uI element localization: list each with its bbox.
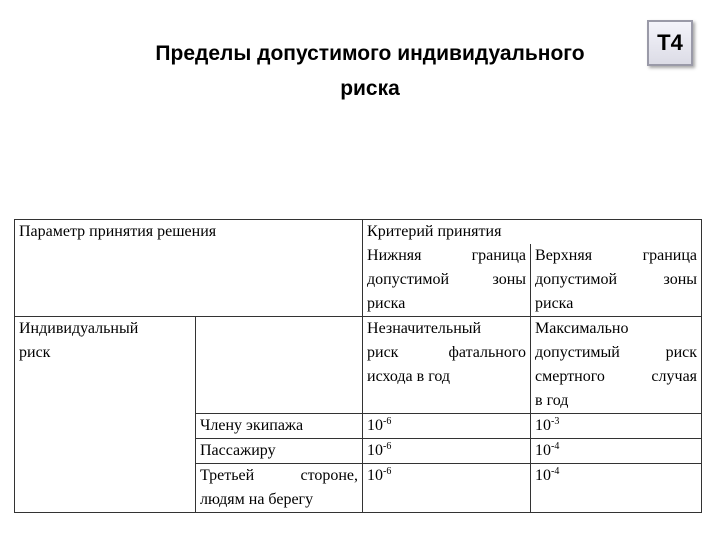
value-base: 10 [367,467,384,484]
slide-title [110,36,630,106]
value-base: 10 [367,417,384,434]
value-base: 10 [535,417,552,434]
insignificant-line-3: исхода в год [367,368,451,385]
value-base: 10 [535,467,552,484]
value-base: 10 [367,442,384,459]
max-allowed-risk-cell [531,317,702,414]
criteria-row [15,317,702,414]
empty-cell [196,317,363,414]
value-base: 10 [535,442,552,459]
row-label-passenger: Пассажиру [196,439,363,464]
third-party-line-2: людям на берегу [200,491,314,508]
value-exponent: -6 [383,416,392,427]
value-exponent: -6 [383,441,392,452]
insignificant-risk-cell [363,317,531,414]
max-allowed-line-3: смертного случая [535,368,698,385]
upper-bound-line-2: допустимой зоны [535,271,698,288]
upper-bound-line-1: Верхняя граница [535,247,698,264]
risk-table [14,219,702,513]
max-allowed-line-2: допустимый риск [535,344,698,361]
slide-title-line-1: Пределы допустимого индивидуального [155,42,585,65]
slide-title-line-2: риска [340,77,400,100]
empty-cell [15,244,363,317]
lower-bound-line-1: Нижняя граница [367,247,527,264]
value-exponent: -4 [551,466,560,477]
upper-bound-line-3: риска [535,295,574,312]
value-upper-third-party [531,464,702,513]
insignificant-line-1: Незначительный [367,320,482,337]
header-criterion-cell: Критерий принятия [363,220,702,245]
value-lower-crew [363,414,531,439]
individual-risk-line-1: Индивидуальный [19,320,139,337]
table-header-row [15,220,702,245]
lower-bound-cell [363,244,531,317]
value-upper-crew [531,414,702,439]
row-label-third-party [196,464,363,513]
value-exponent: -6 [383,466,392,477]
value-lower-third-party [363,464,531,513]
max-allowed-line-4: в год [535,392,569,409]
individual-risk-line-2: риск [19,344,51,361]
third-party-line-1: Третьей стороне, [200,467,359,484]
value-lower-passenger [363,439,531,464]
value-exponent: -4 [551,441,560,452]
individual-risk-cell [15,317,196,513]
upper-bound-cell [531,244,702,317]
header-param-cell: Параметр принятия решения [15,220,363,245]
slide-badge: Т4 [647,20,693,66]
value-upper-passenger [531,439,702,464]
lower-bound-line-2: допустимой зоны [367,271,527,288]
row-label-crew: Члену экипажа [196,414,363,439]
bounds-row [15,244,702,317]
lower-bound-line-3: риска [367,295,406,312]
value-exponent: -3 [551,416,560,427]
max-allowed-line-1: Максимально [535,320,629,337]
insignificant-line-2: риск фатального [367,344,527,361]
